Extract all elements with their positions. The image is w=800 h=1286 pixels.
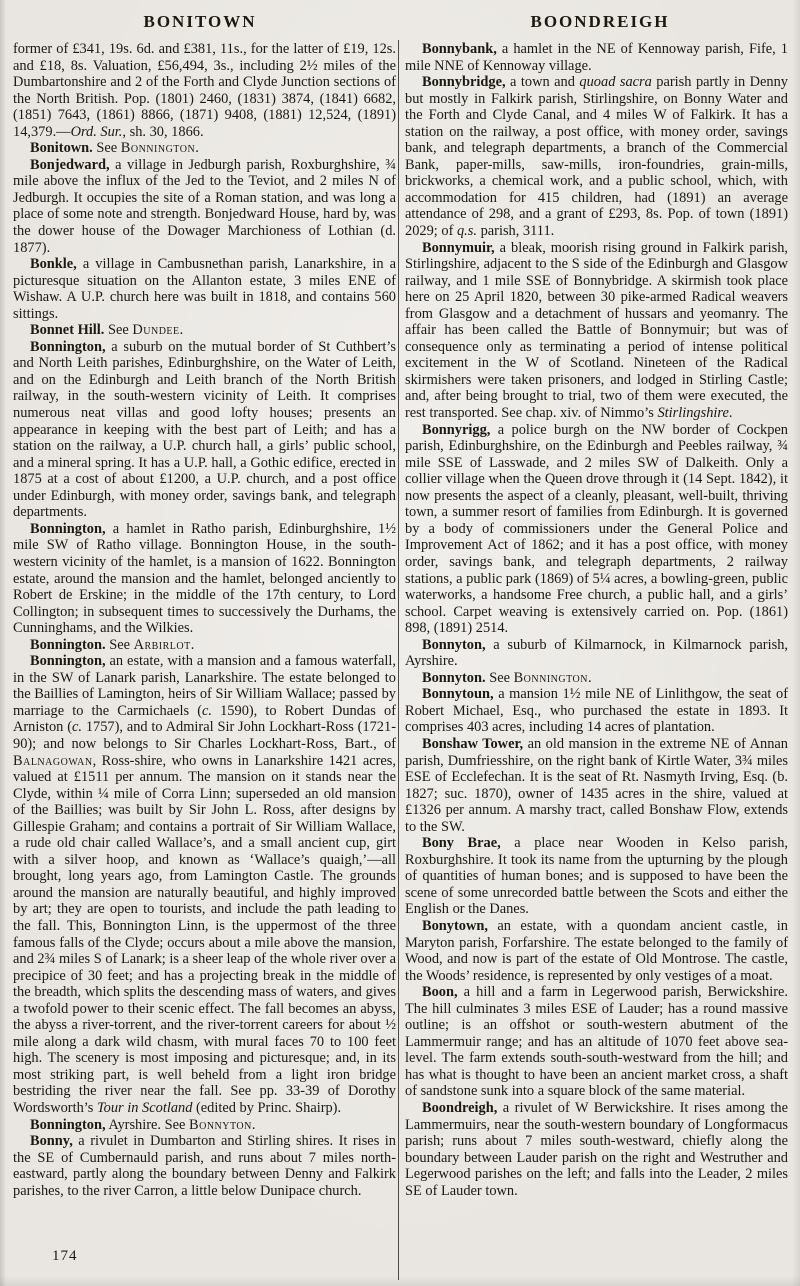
entry-headword: Bonnymuir, xyxy=(422,239,495,256)
entry-text: a police burgh on the NW border of Cockpen parish, Edinburghshire, on the Edinburgh and Peebles railway, ¾ mile SSE of Lasswade, and 2 miles SW of Dalkeith. Only a collier village when the Queen drove through it (14 Sept. 1842), it now presents the aspect of a cleanly, pleasant, well-built, thriving town, a summer resort of families from Edinburgh. It is governed by a body of commissioners under the General Police and Improvement Act of 1862; and it has a post office, with money order, savings bank, and telegraph departments, 2 railway stations, a public park (1869) of 5¼ acres, a bowling-green, public waterworks, a handsome Free church, a public hall, and a girls’ school. Carpet weaving is extensively carried on. Pop. (1861) 898, (1891) 2514. xyxy=(405,421,788,637)
page-number: 174 xyxy=(52,1248,78,1264)
entry-headword: Bonnyton. xyxy=(422,669,486,686)
entry-headword: Bonnington, xyxy=(30,653,106,670)
left-column xyxy=(13,41,396,1199)
entry-headword: Bonnington, xyxy=(30,338,106,355)
italic-text: c. xyxy=(72,719,82,736)
entry-continuation xyxy=(13,41,396,140)
right-column xyxy=(405,41,788,1199)
entry-headword: Bonkle, xyxy=(30,256,77,273)
cross-reference: Bonnington xyxy=(513,669,588,686)
entry-text: a rivulet of W Berwickshire. It rises among the Lammermuirs, near the south-western boundary of Longformacus parish; runs about 7 miles south-westward, chiefly along the boundary between Lauder parish on the right and Westruther and Legerwood parishes on the left; and falls into the Leader, 2 miles SE of Lauder town. xyxy=(405,1100,788,1199)
entry-text: . xyxy=(190,636,195,653)
gazetteer-entry xyxy=(405,74,788,239)
gazetteer-entry xyxy=(13,256,396,322)
italic-text: Tour in Scotland xyxy=(96,1100,193,1116)
italic-text: q.s. xyxy=(456,223,477,240)
gazetteer-entry xyxy=(13,157,396,256)
gazetteer-entry xyxy=(13,653,396,1116)
gazetteer-entry xyxy=(405,736,788,835)
gazetteer-entry xyxy=(405,637,788,670)
gazetteer-entry xyxy=(405,1100,788,1199)
entry-text: . xyxy=(728,405,733,422)
entry-text: an old mansion in the extreme NE of Annan parish, Dumfriesshire, on the right bank of Kirtle Water, 3¾ miles ESE of Ecclefechan. It is the seat of Rt. Nasmyth Irving, Esq. (b. 1827; suc. 1870), owner of 1435 acres in the shire, valued at £1326 per annum. A marshy tract, called Bonshaw Flow, extends to the SW. xyxy=(405,735,788,835)
entry-text: a village in Cambusnethan parish, Lanarkshire, in a picturesque situation on the Allanton estate, 3 miles ENE of Wishaw. A U.P. church here was built in 1818, and contains 560 sittings. xyxy=(13,256,396,322)
gazetteer-entry xyxy=(405,984,788,1100)
entry-headword: Bonnyton, xyxy=(422,636,486,653)
running-head-right: BOONDREIGH xyxy=(530,12,670,31)
gazetteer-entry xyxy=(13,339,396,521)
entry-headword: Bonnington, xyxy=(30,520,106,537)
entry-text: an estate, with a quondam ancient castle, in Maryton parish, Forfarshire. The estate belonged to the family of Wood, and now is part of the estate of Old Montrose. The castle, the Woods’ residence, is represented by only vestiges of a moat. xyxy=(405,917,788,984)
gazetteer-entry xyxy=(13,140,396,157)
gazetteer-entry xyxy=(405,835,788,918)
entry-text: a rivulet in Dumbarton and Stirling shires. It rises in the SE of Cumbernauld parish, and runs about 7 miles north-eastward, partly along the boundary between Denny and Falkirk parishes, to the river Carron, a little below Dunipace church. xyxy=(13,1133,396,1199)
entry-text: . xyxy=(251,1116,256,1133)
entry-headword: Bonnington. xyxy=(30,636,106,653)
cross-reference: Balnagowan xyxy=(13,752,93,769)
cross-reference: Arbirlot xyxy=(133,636,191,653)
entry-text: parish partly in Denny but mostly in Falkirk parish, Stirlingshire, on Bonny Water and the Forth and Clyde Canal, and 4 miles W of Falkirk. It has a station on the railway, a post office, with money order, savings bank, and telegraph departments, a branch of the Commercial Bank, paper-mills, saw-mills, iron-foundries, grain-mills, brickworks, a chemical work, and a public school, which, with accommodation for 415 children, had (1891) an average attendance of 298, and a grant of £293, 8s. Pop. of town (1891) 2029; of xyxy=(405,74,789,240)
entry-text: a hamlet in the NE of Kennoway parish, Fife, 1 mile NNE of Kennoway village. xyxy=(405,41,788,74)
entry-text: a hamlet in Ratho parish, Edinburghshire, 1½ mile SW of Ratho village. Bonnington House, in the south-western vicinity of the hamlet, is a mansion of 1622. Bonnington estate, around the mansion and the hamlet, belonged anciently to Robert de Erskine; in the middle of the 17th century, to Lord Collington; in subsequent times to successively the Durhams, the Cunninghams, and the Wilkies. xyxy=(13,520,396,637)
entry-text: a mansion 1½ mile NE of Linlithgow, the seat of Robert Michael, Esq., who purchased the estate in 1893. It comprises 403 acres, including 14 acres of plantation. xyxy=(405,686,788,736)
entry-text: a suburb on the mutual border of St Cuthbert’s and North Leith parishes, Edinburghshire, on the Water of Leith, and on the Edinburgh and Leith branch of the North British railway, in the south-western vicinity of Leith. It comprises numerous neat villas and good lofty houses; presents an appearance in keeping with the best part of Leith; and has a station on the railway, a U.P. church hall, a girls’ public school, and a mineral spring. It has a U.P. hall, a Gothic edifice, erected in 1875 at a cost of about £1200, a U.P. church, and a post office under Edinburgh, with money order, savings bank, and telegraph departments. xyxy=(13,338,396,521)
entry-text: . xyxy=(179,322,184,339)
gazetteer-entry xyxy=(405,41,788,74)
gazetteer-entry xyxy=(13,322,396,339)
entry-headword: Bonnybridge, xyxy=(422,74,506,91)
gazetteer-entry xyxy=(13,1117,396,1134)
italic-text: quoad sacra xyxy=(579,74,652,91)
entry-text: Ayrshire. See xyxy=(105,1116,189,1133)
entry-text: . xyxy=(195,140,199,157)
entry-text: . xyxy=(588,669,592,686)
entry-text: parish, 3111. xyxy=(476,223,555,240)
cross-reference: Dundee xyxy=(132,322,180,339)
entry-text: , sh. 30, 1866. xyxy=(122,123,204,140)
entry-headword: Bonshaw Tower, xyxy=(422,735,524,752)
cross-reference: Bonnyton xyxy=(189,1116,252,1133)
running-head-left: BONITOWN xyxy=(143,12,257,31)
gazetteer-entry xyxy=(405,686,788,736)
entry-text: a bleak, moorish rising ground in Falkirk parish, Stirlingshire, adjacent to the S side of the Edinburgh and Glasgow railway, and 1 mile SSE of Bonnybridge. A skirmish took place here on 25 April 1820, between 30 pike-armed Radical weavers from Glasgow and a detachment of hussars and yeomanry. The affair has been called the Battle of Bonnymuir; but was of consequence only as terminating a period of intense political excitement in the W of Scotland. Nineteen of the Radical skirmishers were taken prisoners, and lodged in Stirling Castle; and, after being brought to trial, two of them were executed, the rest transported. See chap. xiv. of Nimmo’s xyxy=(405,239,788,422)
entry-text: a suburb of Kilmarnock, in Kilmarnock parish, Ayrshire. xyxy=(405,636,788,670)
entry-text: 1590), to Robert Dundas of Arniston ( xyxy=(13,702,396,736)
italic-text: Ord. Sur. xyxy=(70,123,123,140)
entry-text: a place near Wooden in Kelso parish, Roxburghshire. It took its name from the upturning by the plough of quantities of human bones; and is supposed to have been the scene of some unrecorded battle between the Scots and either the English or the Danes. xyxy=(405,835,788,918)
entry-headword: Bonnybank, xyxy=(422,41,497,57)
entry-headword: Bonytown, xyxy=(422,917,488,934)
gazetteer-entry xyxy=(405,422,788,637)
entry-text: former of £341, 19s. 6d. and £381, 11s., for the latter of £19, 12s. and £18, 8s. Valuation, £56,494, 3s., including 2½ miles of the Dumbartonshire and 2 of the Forth and Clyde Junction sections of the North British. Pop. (1801) 2460, (1831) 3874, (1841) 6682, (1851) 7643, (1861) 8866, (1871) 9408, (1881) 12,524, (1891) 14,379.— xyxy=(13,41,396,140)
entry-text: a village in Jedburgh parish, Roxburghshire, ¾ mile above the influx of the Jed to the Teviot, and 2 miles N of Jedburgh. It occupies the site of a Roman station, and was long a place of some note and strength. Bonjedward House, hard by, was the dower house of the Dowager Marchioness of Lothian (d. 1877). xyxy=(13,156,396,256)
gazetteer-entry xyxy=(405,240,788,422)
entry-text: See xyxy=(104,322,133,339)
entry-headword: Bonnet Hill. xyxy=(30,322,105,339)
entry-headword: Bonnytoun, xyxy=(422,686,494,703)
entry-text: See xyxy=(485,669,514,686)
entry-text: , Ross-shire, who owns in Lanarkshire 1421 acres, valued at £1511 per annum. The mansion on it stands near the Clyde, within ¼ mile of Corra Linn; superseded an old mansion of the Baillies; was built by Sir John L. Ross, after designs by Gillespie Graham; and contains a portrait of Sir William Wallace, a rude old chair called Wallace’s, and a small ancient cup, girt with a silver hoop, and known as ‘Wallace’s quaigh,’—all brought, long years ago, from Lamington Castle. The grounds around the mansion are naturally beautiful, and highly improved by art; they are open to tourists, and include the path leading to the fall. This, Bonnington Linn, is the uppermost of the three famous falls of the Clyde; occurs about a mile above the mansion, and 2¾ miles S of Lanark; is a sheer leap of the whole river over a precipice of 30 feet; and has a projecting break in the middle of the breadth, which splits the descending mass of waters, and gives a twofold power to their scenic effect. The fall becomes an abyss, the abyss a river-torrent, and the river-torrent careers for about ½ mile along a dark wild chasm, with mural faces 70 to 100 feet high. The scenery is most imposing and picturesque; and, in its most striking part, is well beheld from a light iron bridge bestriding the river near the fall. See pp. 33-39 of Dorothy Wordsworth’s xyxy=(13,752,396,1116)
entry-headword: Bonnyrigg, xyxy=(422,421,491,438)
entry-headword: Bonitown. xyxy=(30,140,93,157)
column-divider-rule xyxy=(398,40,399,1280)
gazetteer-entry xyxy=(13,521,396,637)
gazetteer-entry xyxy=(405,670,788,687)
entry-text: 1757), and to Admiral Sir John Lockhart-Ross (1721-90); and now belongs to Sir Charles Lockhart-Ross, Bart., of xyxy=(13,719,396,752)
entry-text: a hill and a farm in Legerwood parish, Berwickshire. The hill culminates 3 miles ESE of Lauder; has a round massive outline; is an offshot or south-western abutment of the Lammermuir range; and has an altitude of 1070 feet above sea-level. The farm extends south-south-westward from the hill; and has what is thought to have been an ancient market cross, a shaft of sandstone sunk into a square block of the same material. xyxy=(405,984,788,1100)
entry-text: (edited by Princ. Shairp). xyxy=(192,1100,342,1116)
entry-text: See xyxy=(105,636,134,653)
italic-text: c. xyxy=(202,702,213,719)
gazetteer-entry xyxy=(405,918,788,984)
italic-text: Stirlingshire xyxy=(657,405,729,422)
gazetteer-entry xyxy=(13,637,396,654)
cross-reference: Bonnington xyxy=(120,140,196,157)
entry-headword: Bonjedward, xyxy=(30,156,110,173)
entry-headword: Bony Brae, xyxy=(422,835,501,852)
entry-text: an estate, with a mansion and a famous waterfall, in the SW of Lanark parish, Lanarkshire. The estate belonged to the Baillies of Lamington, heirs of Sir William Wallace; passed by marriage to the Carmichaels ( xyxy=(13,653,396,719)
entry-text: a town and xyxy=(505,74,580,91)
entry-headword: Bonny, xyxy=(30,1133,73,1150)
entry-headword: Boon, xyxy=(422,984,458,1001)
gazetteer-entry xyxy=(13,1133,396,1199)
entry-headword: Bonnington, xyxy=(30,1116,106,1133)
entry-text: See xyxy=(92,140,121,157)
entry-headword: Boondreigh, xyxy=(422,1100,498,1116)
